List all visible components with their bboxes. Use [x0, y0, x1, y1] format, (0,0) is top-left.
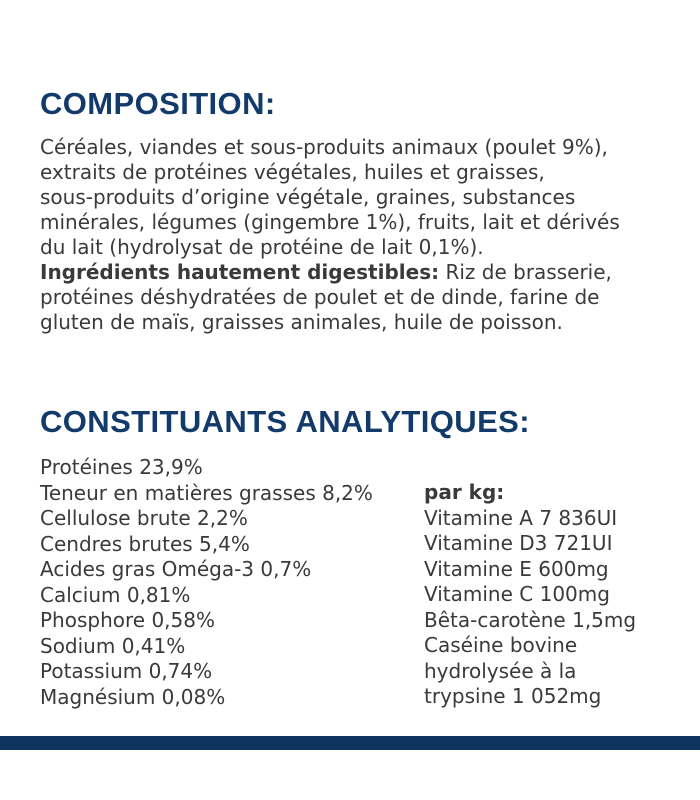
constituent-item: Acides gras Oméga-3 0,7%: [40, 557, 312, 581]
digestible-ingredients-line: [40, 260, 680, 285]
per-kg-additives-list: [424, 480, 636, 710]
constituent-item: Protéines 23,9%: [40, 455, 203, 479]
additive-item: trypsine 1 052mg: [424, 684, 602, 708]
composition-line: sous-produits d’origine végétale, graines, substances: [40, 185, 576, 209]
analytical-constituents-list: [40, 455, 373, 710]
additive-item: hydrolysée à la: [424, 658, 577, 683]
additive-item: Vitamine A 7 836UI: [424, 505, 618, 530]
constituent-item: Cellulose brute 2,2%: [40, 506, 248, 530]
digestible-ingredients-line: gluten de maïs, graisses animales, huile de poisson.: [40, 310, 563, 334]
constituent-item: Magnésium 0,08%: [40, 684, 226, 709]
constituent-item: Calcium 0,81%: [40, 582, 191, 607]
digestible-ingredients-text: Riz de brasserie,: [439, 260, 612, 284]
composition-line: extraits de protéines végétales, huiles et graisses,: [40, 160, 545, 184]
composition-line: minérales, légumes (gingembre 1%), fruits, lait et dérivés: [40, 210, 620, 234]
constituent-item: Cendres brutes 5,4%: [40, 531, 250, 556]
bottom-color-bar: [0, 736, 700, 750]
analytical-constituents-heading: CONSTITUANTS ANALYTIQUES:: [40, 404, 530, 439]
constituent-item: Teneur en matières grasses 8,2%: [40, 480, 373, 505]
digestible-ingredients-line: protéines déshydratées de poulet et de dinde, farine de: [40, 285, 600, 309]
additive-item: Caséine bovine: [424, 633, 578, 657]
additive-item: Vitamine E 600mg: [424, 556, 609, 581]
constituent-item: Sodium 0,41%: [40, 633, 186, 658]
composition-text: [40, 135, 680, 335]
constituent-item: Phosphore 0,58%: [40, 608, 215, 632]
digestible-ingredients-label: Ingrédients hautement digestibles:: [40, 260, 440, 284]
constituent-item: Potassium 0,74%: [40, 659, 213, 683]
composition-heading: COMPOSITION:: [40, 86, 276, 121]
composition-line: Céréales, viandes et sous-produits animaux (poulet 9%),: [40, 135, 608, 159]
per-kg-label: par kg:: [424, 480, 505, 504]
additive-item: Vitamine C 100mg: [424, 582, 610, 606]
additive-item: Vitamine D3 721UI: [424, 531, 613, 555]
composition-line: du lait (hydrolysat de protéine de lait 0,1%).: [40, 235, 484, 259]
additive-item: Bêta-carotène 1,5mg: [424, 607, 637, 632]
